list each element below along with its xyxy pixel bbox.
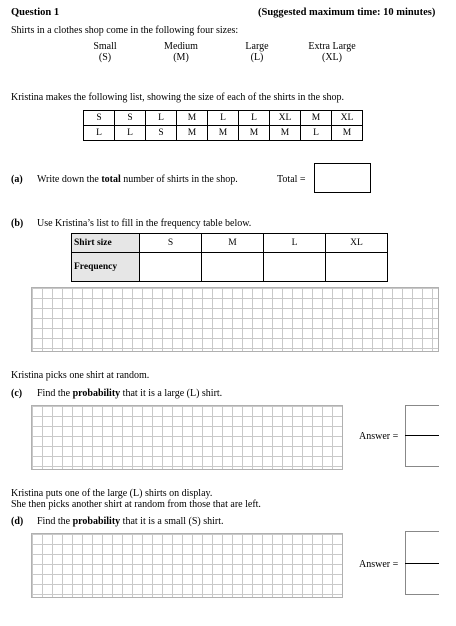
size-code: (S): [98, 52, 112, 63]
table-cell: L: [208, 111, 239, 126]
table-cell: M: [208, 126, 239, 141]
text-span: Find the: [37, 516, 73, 527]
table-cell: XL: [332, 111, 363, 126]
answer-label-c: Answer =: [359, 431, 399, 442]
table-cell: L: [239, 111, 270, 126]
frequency-cell-xl[interactable]: [326, 253, 388, 282]
table-cell: S: [146, 126, 177, 141]
part-b-label: (b): [11, 218, 24, 229]
table-cell: L: [146, 111, 177, 126]
part-a-label: (a): [11, 174, 23, 185]
table-cell: M: [177, 126, 208, 141]
answer-box-c[interactable]: [405, 405, 439, 467]
question-title: Question 1: [11, 7, 60, 18]
table-cell: M: [239, 126, 270, 141]
table-cell: L: [115, 126, 146, 141]
part-c-intro: Kristina picks one shirt at random.: [11, 370, 150, 381]
table-cell: M: [301, 111, 332, 126]
size-code: (XL): [322, 52, 342, 63]
working-grid-c[interactable]: [31, 405, 343, 470]
text-span: that it is a large (L) shirt.: [120, 388, 223, 399]
size-small: [85, 41, 125, 63]
text-span: Find the: [37, 388, 73, 399]
intro-text: Shirts in a clothes shop come in the following four sizes:: [11, 25, 239, 36]
shirt-size-header: Shirt size: [72, 234, 140, 253]
total-answer-box[interactable]: [314, 163, 371, 193]
size-name: Extra Large: [308, 41, 356, 52]
column-header: M: [202, 234, 264, 253]
part-d-intro-1: Kristina puts one of the large (L) shirts on display.: [11, 488, 213, 499]
total-label: Total =: [277, 174, 306, 185]
table-cell: L: [301, 126, 332, 141]
column-header: L: [264, 234, 326, 253]
answer-fraction-line-c: [405, 435, 439, 436]
table-cell: S: [115, 111, 146, 126]
answer-label-d: Answer =: [359, 559, 399, 570]
table-cell: S: [84, 111, 115, 126]
table-cell: L: [84, 126, 115, 141]
frequency-cell-s[interactable]: [140, 253, 202, 282]
table-cell: M: [177, 111, 208, 126]
table-cell: M: [270, 126, 301, 141]
size-code: (L): [250, 52, 264, 63]
working-grid-d[interactable]: [31, 533, 343, 598]
frequency-cell-m[interactable]: [202, 253, 264, 282]
suggested-time: (Suggested maximum time: 10 minutes): [258, 7, 436, 18]
frequency-cell-l[interactable]: [264, 253, 326, 282]
shirt-list-table: [83, 110, 363, 141]
part-d-intro-2: She then picks another shirt at random from those that are left.: [11, 499, 261, 510]
column-header: XL: [326, 234, 388, 253]
table-cell: M: [332, 126, 363, 141]
size-name: Large: [245, 41, 269, 52]
part-c-label: (c): [11, 388, 23, 399]
part-c-text: [37, 388, 222, 399]
answer-fraction-line-d: [405, 563, 439, 564]
bold-span: probability: [72, 388, 121, 399]
bold-span: total: [101, 174, 121, 185]
part-b-text: Use Kristina’s list to fill in the frequency table below.: [37, 218, 252, 229]
size-name: Small: [93, 41, 117, 52]
size-large: [236, 41, 278, 63]
size-medium: [155, 41, 207, 63]
text-span: number of shirts in the shop.: [120, 174, 238, 185]
text-span: that it is a small (S) shirt.: [120, 516, 224, 527]
table-row: [72, 253, 388, 282]
part-a-text: [37, 174, 238, 185]
bold-span: probability: [72, 516, 121, 527]
frequency-table: [71, 233, 388, 282]
part-d-label: (d): [11, 516, 24, 527]
size-code: (M): [173, 52, 189, 63]
table-row: [84, 126, 363, 141]
part-d-text: [37, 516, 224, 527]
size-name: Medium: [164, 41, 198, 52]
frequency-header: Frequency: [72, 253, 140, 282]
column-header: S: [140, 234, 202, 253]
table-cell: XL: [270, 111, 301, 126]
working-grid-b[interactable]: [31, 287, 439, 352]
text-span: Write down the: [37, 174, 102, 185]
size-extra-large: [300, 41, 364, 63]
list-intro: Kristina makes the following list, showing the size of each of the shirts in the shop.: [11, 92, 344, 103]
table-row: [84, 111, 363, 126]
table-row: [72, 234, 388, 253]
